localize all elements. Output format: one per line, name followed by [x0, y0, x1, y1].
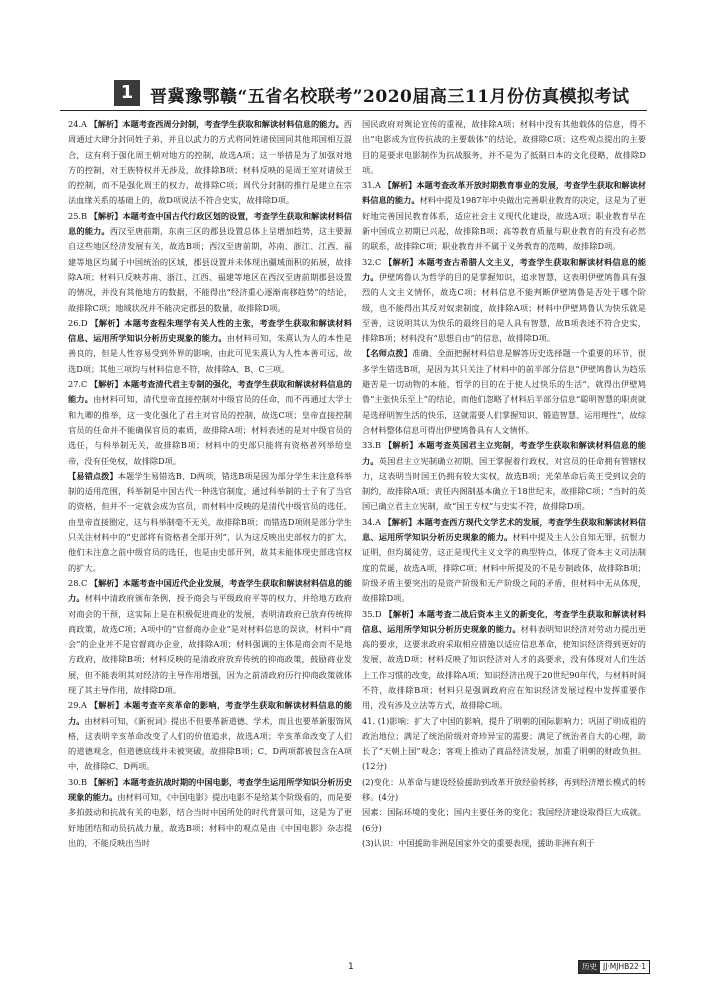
answer-paragraph	[362, 836, 646, 851]
footer-code: JJ·MJHB22·1	[603, 962, 646, 971]
analysis-text: 西周通过大肆分封同姓子弟，并且以武力的方式将同姓诸侯国同其他邦国相互混合，这有利于强化周王朝对地方的控制，故选A项；这一举措是为了加强对地方的控制，对王族特权并无涉及，故排除B项；材料反映的是周王室对诸侯王的控制，而不是强化周王的权力，故排除C项；周代分封制的推行是建立在宗法血缘关系的基础上的，故D项说法不符合史实，故排除D项。	[68, 119, 352, 206]
answer-paragraph	[362, 117, 646, 178]
analysis-text: 本题学生易错选B、D两项，错选B项是因为部分学生未注意科举制的适用范围，科举制是中国古代一种选官制度，通过科举制的士子有了当官的资格，但并不一定就会成为官员，而材料中反映的是清代中级官员的选任，由皇帝直接圈定，这与科举制毫不无关，故排除B项；而错选D项则是部分学生只关注材料中的“史部将有资格者全部开列”，认为这反映出史部权力的扩大，他们未注意之前中级官员的选任，也是由史部开列，故其未能体现史部选官权的扩大。	[68, 470, 352, 573]
question-number: 32.C	[362, 256, 382, 267]
question-number: 34.A	[362, 516, 381, 527]
footer-subject: 历史	[579, 961, 600, 973]
analysis-text: (3)认识：中国援助非洲是国家外交的重要表现，援助非洲有利于	[362, 837, 595, 848]
answer-paragraph	[68, 316, 352, 377]
analysis-label: 【解析】本题考查二战后资本主义的新变化，考查学生获取和解读材料信息、运用所学知识分析历史现象的能力。	[362, 608, 646, 634]
header-divider	[60, 110, 647, 111]
analysis-label: 【名师点拨】	[362, 348, 413, 359]
analysis-text: 由材料可知，朱熹认为人的本性是善良的，但是人性容易受到外界的影响，由此可见朱熹认为人性本善可远，故选D项；其他三项均与材料信息不符，故排除A、B、C三项。	[68, 333, 352, 374]
question-number: 27.C	[68, 379, 88, 390]
analysis-text: (1)影响：扩大了中国的影响，提升了明朝的国际影响力；巩固了明成祖的政治地位；满足了统治阶级对奇珍异宝的需要；满足了统治者自大的心理，助长了“天朝上国”观念；客观上推动了商品经济发展，加重了明朝的财政负担。(12分)	[362, 715, 646, 772]
exam-title: 晋冀豫鄂赣“五省名校联考”2020届高三11月份仿真模拟考试	[150, 87, 630, 107]
question-number: 25.B	[68, 210, 88, 221]
question-number: 26.D	[68, 317, 88, 328]
analysis-text: 材料表明知识经济对劳动力提出更高的要求，这要求政府采取相应措施以适应信息革命，使知识经济得到更好的发展，故选D项；材料反映了知识经济对人才的高要求，没有体现对人们生活上工作习惯的改变，故排除A项；知识经济出现于20世纪90年代，与材料时间不符，故排除B项；材料只是强调政府应在知识经济发展过程中发挥重要作用，没有涉及立法等方式，故排除C项。	[362, 623, 646, 711]
analysis-label: 【解析】本题考查抗战时期的中国电影，考查学生运用所学知识分析历史现象的能力。	[68, 776, 352, 803]
question-number: 30.B	[68, 776, 88, 787]
analysis-label: 【解析】本题考查辛亥革命的影响，考查学生获取和解读材料信息的能力。	[68, 700, 352, 726]
analysis-text: 英国君主立宪制确立初期，国王掌握着行政权，对官员的任命拥有管辖权力，这表明当时国王仍拥有较大实权，故选B项；光荣革命后英王受到议会的制约，故排除A项；责任内阁制基本确立于18世纪末，故排除C项；“当时的英国已确立君主立宪制，故“国王专权”与史实不符，故排除D项。	[362, 455, 646, 512]
answer-column-right	[362, 117, 646, 851]
analysis-text: 由材料可知，《新祝词》提出不但要革新道德、学术，而且也要革新服饰风格，这表明辛亥革命改变了人们的价值追求，故选A项；辛亥革命改变了人们的道德观念，但道德底线并未被突破，故排除B项；C、D两项都被包含在A项中，故排除C、D两项。	[68, 715, 352, 772]
analysis-label: 【解析】本题考查中国近代企业发展，考查学生获取和解读材料信息的能力。	[68, 577, 352, 604]
answer-paragraph	[362, 775, 646, 806]
answer-paragraph	[362, 607, 646, 714]
question-number: 28.C	[68, 577, 88, 588]
answer-paragraph	[68, 698, 352, 774]
analysis-label: 【解析】本题考查英国君主立宪制，考查学生获取和解读材料信息的能力。	[362, 440, 646, 466]
analysis-label: 【易错点拨】	[68, 470, 118, 481]
answer-paragraph	[362, 438, 646, 514]
analysis-label: 【解析】本题考查清代君主专制的强化，考查学生获取和解读材料信息的能力。	[68, 379, 352, 405]
question-number: 31.A	[362, 180, 381, 191]
analysis-text: 因素：国际环境的变化；国内主要任务的变化；我国经济建设取得巨大成就。(6分)	[362, 807, 646, 833]
answer-paragraph	[68, 377, 352, 469]
analysis-label: 【解析】本题考查程朱理学有关人性的主张，考查学生获取和解读材料信息、运用所学知识分析历史现象的能力。	[68, 317, 352, 344]
analysis-text: (2)变化：从革命与建设经验援助到改革开放经验转移，再到经济增长模式的转移。(4分)	[362, 776, 646, 803]
answer-paragraph	[68, 576, 352, 698]
analysis-text: 材料中提及1987年中央做出完善职业教育的决定，这是为了更好地完善国民教育体系，适应社会主义现代化建设，故选A项；职业教育早在新中国成立初期已兴起，故排除B项；高等教育质量与职业教育的有没有必然的联系，故排除C项；职业教育并不属于义务教育的范畴，故排除D项。	[362, 195, 646, 252]
question-number: 35.D	[362, 608, 382, 619]
answer-paragraph	[68, 775, 352, 851]
analysis-label: 【解析】本题考查中国古代行政区划的设置，考查学生获取和解读材料信息的能力。	[68, 210, 352, 237]
answer-paragraph	[362, 714, 646, 775]
question-number: 33.B	[362, 440, 382, 451]
analysis-label: 【解析】本题考查古希腊人文主义，考查学生获取和解读材料信息的能力。	[362, 256, 646, 282]
analysis-text: 伊壁鸠鲁认为哲学的目的是掌握知识，追求智慧，这表明伊壁鸠鲁具有强烈的人文主义情怀，故选C项；材料信息不能判断伊壁鸠鲁是否处于哪个阶级，也不能得出其反对奴隶制度，故排除A项；材料中伊壁鸠鲁认为快乐就是至善，这说明其认为快乐的最终目的是人具有智慧，故B项表述不符合史实，排除B项；材料没有“思想自由”的信息，故排除D项。	[362, 271, 646, 344]
page-number: 1	[348, 962, 354, 972]
answer-paragraph	[362, 255, 646, 347]
analysis-label: 【解析】本题考查西方现代文学艺术的发展，考查学生获取和解读材料信息、运用所学知识分析历史现象的能力。	[362, 516, 646, 543]
analysis-text: 由材料可知，《中国电影》提出电影不是给某个阶级看的，而是要多拍鼓动和抗战有关的电影，结合当时中国所处的时代背景可知，这是为了更好地团结和动员抗战力量，故选B项；材料中的观点是由《中国电影》杂志提出的，不能反映出当时	[68, 792, 352, 848]
analysis-label: 【解析】本题考查西周分封制，考查学生获取和解读材料信息的能力。	[89, 119, 344, 129]
answer-paragraph	[362, 805, 646, 836]
analysis-text: 准确、全面把握材料信息是解答历史选择题一个重要的环节，很多学生错选B项，是因为其只关注了材料中的前半部分信息“伊壁鸠鲁认为趋乐避苦是一切动物的本能，哲学的目的在于使人过快乐的生活”，就得出伊壁鸠鲁“主张快乐至上”的结论，而他们忽略了材料后半部分信息“聪明智慧的职责就是选择明智生活的快乐，这就需要人们掌握知识、锻造智慧、运用理性”，故综合材料整体信息可得出伊壁鸠鲁具有人文情怀。	[362, 348, 646, 435]
answer-paragraph	[362, 178, 646, 254]
question-number: 29.A	[68, 700, 87, 711]
analysis-label: 【解析】本题考查改革开放时期教育事业的发展，考查学生获取和解读材料信息的能力。	[362, 180, 646, 206]
footer-tag	[578, 960, 650, 974]
answer-paragraph	[68, 469, 352, 576]
answer-paragraph	[362, 346, 646, 438]
answer-paragraph	[68, 209, 352, 316]
exam-header	[96, 80, 636, 106]
analysis-text: 材料中清政府颁布条例，授予商会与平级政府平等的权力，并给地方政府对商会的干预，这实际上是在积极促进商业的发展，表明清政府已放弃传统抑商政策，故选C项；A项中的“官督商办企业”是对材料信息的误读，材料中“商会”的企业并不是官督商办企业，故排除A项；材料强调的主体是商会而不是地方政府，故排除B项；材料反映的是清政府放弃传统的抑商政策，鼓励商业发展，但不能表明其对经济的主导作用增强，因为之前清政府历行抑商政策就体现了其主导作用，故排除D项。	[68, 593, 352, 695]
section-number-badge: 1	[114, 80, 140, 106]
question-number: 41.	[362, 715, 376, 726]
analysis-text: 国民政府对舆论宣传的重视，故排除A项；材料中没有其他载体的信息，得不出“电影成为宣传抗战的主要载体”的结论，故排除C项；这些观点提出的主要目的是要求电影制作为抗战服务，并不是为了抵制日本的文化侵略，故排除D项。	[362, 119, 646, 175]
question-number: 24.A	[68, 119, 87, 129]
analysis-text: 西汉至唐前期，东南三区的郡县设置总体上呈增加趋势，这主要源自这些地区经济发展有关，故选B项；西汉至唐前期，苏南、浙江、江西、福建等地区均属于中国统治的区域，郡县设置并未体现出疆域面积的拓展，故排除A项；材料只反映苏南、浙江、江西、福建等地区在西汉至唐前期郡县设置的情况，并没有其他地方的数据，不能得出“经济重心逐渐南移趋势”的结论，故排除C项；地域状况并不能决定郡县的数量，故排除D项。	[68, 226, 352, 313]
analysis-text: 材料中提及主人公自知无罪，抗恨力证明，但均属徒劳，这正是现代主义文学的典型特点，体现了资本主义司法制度的荒诞，故选A项，排除C项；材料中所提及的不是专制政体，故排除B项；阶级矛盾主要突出的是资产阶级和无产阶级之间的矛盾，但材料中无从体现，故排除D项。	[362, 532, 646, 604]
answer-paragraph	[362, 515, 646, 607]
answer-column-left	[68, 117, 352, 851]
analysis-text: 由材料可知，清代皇帝直接控制对中级官员的任命，而不再通过大学士和九卿的推举，这一变化强化了君主对官员的控制，故选C项；皇帝直接控制官员的任命并不能确保官员的素质，故排除A项；材料表述的是对中级官员的选任，与科举制无关，故排除B项；材料中的史部只能将有资格者列举给皇帝，没有任免权，故排除D项。	[68, 394, 352, 466]
answer-paragraph	[68, 117, 352, 209]
